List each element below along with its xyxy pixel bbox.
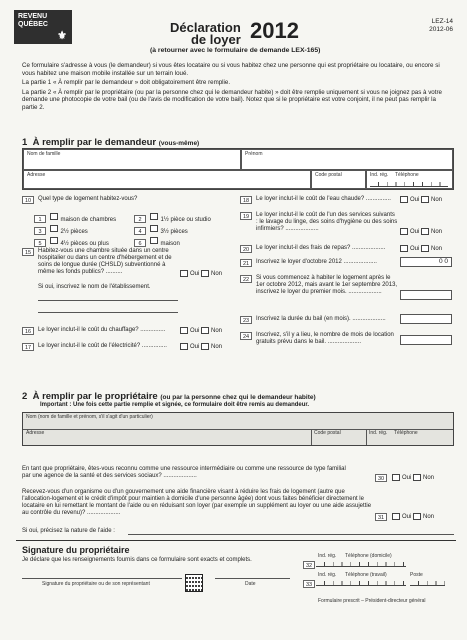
q10-label: Quel type de logement habitez-vous? (38, 196, 138, 202)
q31-label: Recevez-vous d'un organisme ou d'un gouvernement une aide financière visant à réduire les frais de logement (autre que l'allocation-logement et le crédit d'impôt pour maintien à domicile d'une personne âgée) dont vous faites bénéficier directement le locataire en lui remettant le montant de l'aide ou en réduisant son loyer (par exemple un supplément au loyer ou une aide assujettie au contrôle du revenu)? .................... (22, 489, 372, 516)
adresse-field[interactable]: Adresse (23, 170, 311, 189)
q15-choice[interactable]: Oui Non (180, 270, 222, 277)
q23-label: Inscrivez la durée du bail (en mois). .................... (256, 316, 386, 322)
q20-label: Le loyer inclut-il des frais de repas? .................... (256, 245, 386, 251)
etablissement-line[interactable] (38, 300, 178, 301)
proprio-adresse-field[interactable]: Adresse (23, 429, 312, 445)
form-code: LEZ-14 2012-06 (429, 18, 453, 33)
poste-field[interactable] (410, 581, 445, 586)
option-1[interactable]: 1 maison de chambres (34, 208, 116, 226)
date-label: Date (245, 581, 256, 587)
footer-text: Formulaire prescrit – Président-directeur général (318, 598, 426, 604)
form-subtitle: (à retourner avec le formulaire de demande LEX-165) (150, 47, 321, 54)
q20-choice[interactable]: Oui Non (400, 245, 442, 252)
q15-note: Si oui, inscrivez le nom de l'établissement. (38, 284, 151, 290)
q30-label: En tant que propriétaire, êtes-vous reconnu comme une ressource intermédiaire ou comme une ressource de type familial par une agence de la santé et des services sociaux? .................... (22, 466, 346, 479)
form-year: 2012 (250, 18, 299, 43)
q21-amount[interactable]: 0 0 (400, 257, 452, 267)
q31-note: Si oui, précisez la nature de l'aide : (22, 528, 115, 534)
q15-label: Habitez-vous une chambre située dans un centre hospitalier ou dans un centre d'hébergement et de soins de longue durée (CHSLD) subventionné à même les fonds publics? .......... (38, 248, 172, 275)
intro-p2: La partie 1 « À remplir par le demandeur » doit obligatoirement être remplie. (22, 79, 231, 86)
proprio-nom-field[interactable]: Nom (nom de famille et prénom, s'il s'agit d'un particulier) (23, 413, 453, 430)
aide-nature-line[interactable] (128, 534, 454, 535)
option-6[interactable]: 6 maison (134, 232, 180, 250)
part1-left-column: 10 Quel type de logement habitez-vous? 1 maison de chambres 2 1½ pièce ou studio 3 2½ pièces 4 3½ pièces 5 4½ pièces ou plus 6 maison 15 Habitez-vous une chambre située dans un centre hospitalier ou dans un centre d'hébergement et de soins de longue durée (CHSLD) subventionné à même les fonds publics? .......... Oui Non Si oui, inscrivez le nom de l'établissement. 16 Le loyer inclut-il le coût du chauffage? ............... Oui Non 17 Le loyer inclut-il le coût de l'électricité? ............... Oui Non (22, 196, 232, 386)
nom-field[interactable]: Nom de famille (23, 149, 241, 170)
part1-heading: 1 À remplir par le demandeur (vous-même) (22, 137, 200, 148)
revenu-quebec-logo: REVENU QUÉBEC ⚜ (14, 10, 72, 44)
q18-label: Le loyer inclut-il le coût de l'eau chaude? ............... (256, 196, 391, 202)
q16-label: Le loyer inclut-il le coût du chauffage? ............... (38, 327, 166, 333)
proprio-telephone-field[interactable]: Ind. rég. Téléphone (369, 430, 418, 436)
q18-choice[interactable]: Oui Non (400, 196, 442, 203)
intro-p1: Ce formulaire s'adresse à vous (le demandeur) si vous êtes locataire ou si vous habitez chez une personne qui est propriétaire ou locataire, ou encore si vous habitez une maison mobile installée sur un terrain loué. (22, 62, 440, 77)
fleur-de-lis-icon: ⚜ (57, 30, 67, 42)
q19-label: Le loyer inclut-il le coût de l'un des services suivants : le lavage du linge, des soins d'hygiène ou des soins infirmiers? .................... (256, 212, 398, 232)
q31-choice[interactable]: Oui Non (392, 513, 434, 520)
q23-value[interactable] (400, 314, 452, 324)
code-postal-field[interactable]: Code postal (311, 170, 366, 189)
q16-choice[interactable]: Oui Non (180, 327, 222, 334)
option-5[interactable]: 5 4½ pièces ou plus (34, 232, 109, 250)
signature-declaration: Je déclare que les renseignements fournis dans ce formulaire sont exacts et complets. (22, 557, 252, 563)
q17-label: Le loyer inclut-il le coût de l'électricité? ............... (38, 343, 167, 349)
signature-line[interactable] (22, 578, 182, 579)
signature-title: Signature du propriétaire (22, 545, 130, 555)
proprio-code-postal-field[interactable]: Code postal (311, 429, 367, 445)
intro-text (22, 62, 452, 113)
q30-choice[interactable]: Oui Non (392, 474, 434, 481)
barcode-image (185, 574, 203, 592)
option-2[interactable]: 2 1½ pièce ou studio (134, 208, 211, 226)
form-title: Déclaration de loyer (170, 20, 241, 47)
part1-right-column: 18 Le loyer inclut-il le coût de l'eau chaude? ............... Oui Non 19 Le loyer inclut-il le coût de l'un des services suivants : le lavage du linge, des soins d'hygiène ou des soins infirmiers? .................... Oui Non 20 Le loyer inclut-il des frais de repas? .................... Oui Non 21 Inscrivez le loyer d'octobre 2012 .................... 0 0 22 Si vous commencez à habiter le logement après le 1er octobre 2012, mais avant le 1er septembre 2013, inscrivez le loyer du premier mois. .................... 23 Inscrivez la durée du bail (en mois). .................... 24 Inscrivez, s'il y a lieu, le nombre de mois de location gratuits prévu dans le bail. .................... (240, 196, 454, 386)
q19-choice[interactable]: Oui Non (400, 228, 442, 235)
q17-choice[interactable]: Oui Non (180, 343, 222, 350)
q24-value[interactable] (400, 335, 452, 345)
option-4[interactable]: 4 3½ pièces (134, 220, 188, 238)
part1-identity-box (22, 148, 454, 190)
signature-label: Signature du propriétaire ou de son représentant (42, 581, 150, 587)
option-3[interactable]: 3 2½ pièces (34, 220, 88, 238)
q22-amount[interactable] (400, 290, 452, 300)
telephone-field[interactable]: Ind. rég. Téléphone (366, 170, 453, 189)
q21-label: Inscrivez le loyer d'octobre 2012 .................... (256, 259, 377, 265)
form-page: REVENU QUÉBEC ⚜ Déclaration de loyer 2012 (à retourner avec le formulaire de demande LEX-165) LEZ-14 2012-06 Ce formulaire s'adresse à vous (le demandeur) si vous êtes locataire ou si vous habitez chez une personne qui est propriétaire ou locataire, ou encore si vous habitez une maison mobile installée sur un terrain loué. La partie 1 « À remplir par le demandeur » doit obligatoirement être remplie. La partie 2 « À remplir par le propriétaire (ou par la personne chez qui le demandeur habite) » doit être remplie uniquement si vous ne joignez pas à votre demande une photocopie de votre bail (ou de l'avis de modification de votre bail). Notez que si le propriétaire est votre conjoint, il ne peut pas remplir la partie 2. 1 À remplir par le demandeur (vous-même) Nom de famille Prénom Adresse Code postal Ind. rég. Téléphone 10 Quel type de logement habitez-vous? 1 maison de chambres 2 1½ pièce ou studio 3 2½ pièces 4 3½ pièces 5 4½ pièces ou plus 6 maison 15 Habitez-vous une chambre située dans un centre hospitalier ou dans un centre d'hébergement et de soins de longue durée (CHSLD) subventionné à même les fonds publics? .......... Oui Non Si oui, inscrivez le nom de l'établissement. 16 Le loyer inclut-il le coût du chauffage? ............... Oui Non 17 Le loyer inclut-il le coût de l'électricité? ............... Oui Non 18 Le loyer inclut-il le coût de l'eau chaude? ............... Oui Non 19 Le loyer inclut-il le coût de l'un des services suivants : le lavage du linge, des soins d'hygiène ou des soins infirmiers? .................... Oui Non 20 Le loyer inclut-il des frais de repas? .................... Oui Non 21 Inscrivez le loyer d'octobre 2012 .................... 0 0 22 Si vous commencez à habiter le logement après le 1er octobre 2012, mais avant le 1er septembre 2013, inscrivez le loyer du premier mois. .................... 23 Inscrivez la durée du bail (en mois). .................... 24 Inscrivez, s'il y a lieu, le nombre de mois de location gratuits prévu dans le bail. .................... 2 À remplir par le propriétaire (ou par la personne chez qui le demandeur habite) Important : Une fois cette partie remplie et signée, ce formulaire doit être remis au demandeur. Nom (nom de famille et prénom, s'il s'agit d'un particulier) Adresse Code postal Ind. rég. Téléphone En tant que propriétaire, êtes-vous reconnu comme une ressource intermédiaire ou comme une ressource de type familial par une agence de la santé et des services sociaux? .................... 30 Oui Non Recevez-vous d'un organisme ou d'un gouvernement une aide financière visant à réduire les frais de logement (autre que l'allocation-logement et le crédit d'impôt pour maintien à domicile d'une personne âgée) dont vous faites bénéficier directement le locataire en lui remettant le montant de l'aide ou en réduisant son loyer (par exemple un supplément au loyer ou une aide assujettie au contrôle du revenu)? .................... 31 Oui Non Si oui, précisez la nature de l'aide : Signature du propriétaire Je déclare que les renseignements fournis dans ce formulaire sont exacts et complets. Signature du propriétaire ou de son représentant Date Ind. rég. Téléphone (domicile) 32 Ind. rég. Téléphone (travail) Poste 33 Formulaire prescrit – Président-directeur général (0, 0, 467, 640)
date-line[interactable] (215, 578, 290, 579)
tel-domicile-field[interactable] (316, 562, 406, 567)
part2-heading: 2 À remplir par le propriétaire (ou par la personne chez qui le demandeur habite) (22, 391, 316, 402)
etablissement-line-2[interactable] (38, 312, 178, 313)
tel-travail-field[interactable] (316, 581, 406, 586)
part2-important: Important : Une fois cette partie remplie et signée, ce formulaire doit être remis au demandeur. (40, 402, 310, 408)
part2-identity-box (22, 412, 454, 446)
prenom-field[interactable]: Prénom (241, 149, 453, 170)
intro-p3: La partie 2 « À remplir par le propriétaire (ou par la personne chez qui le demandeur habite) » doit être remplie uniquement si vous ne joignez pas à votre demande une photocopie de votre bail (ou de l'avis de modification de votre bail). Notez que si le propriétaire est votre conjoint, il ne peut pas remplir la partie 2. (22, 88, 442, 111)
q22-label: Si vous commencez à habiter le logement après le 1er octobre 2012, mais avant le 1er septembre 2013, inscrivez le loyer du premier mois. .................... (256, 275, 398, 295)
q24-label: Inscrivez, s'il y a lieu, le nombre de mois de location gratuits prévu dans le bail. .................... (256, 332, 394, 345)
